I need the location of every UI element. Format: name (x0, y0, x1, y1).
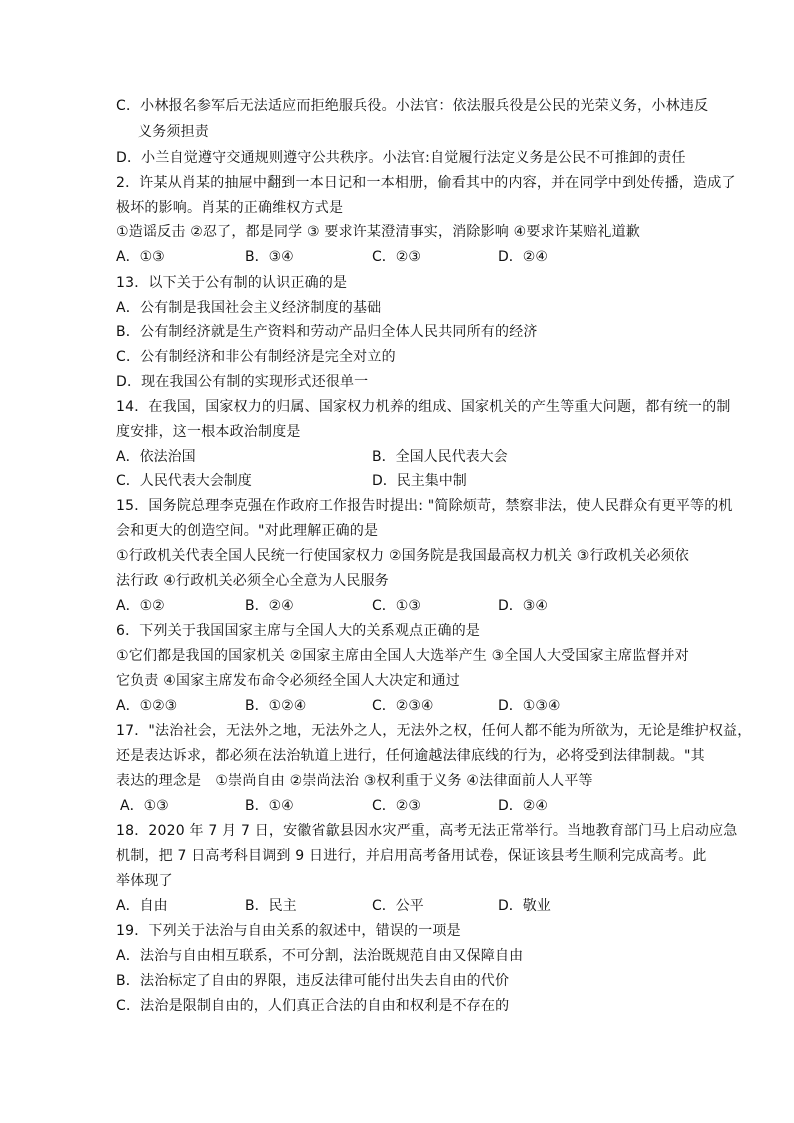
q12-stem-line1: 2．许某从肖某的抽屉中翻到一本日记和一本相册，偷看其中的内容，并在同学中到处传播，造成了 (116, 175, 736, 191)
prev-option-c-line2: 义务须担责 (138, 124, 209, 140)
q17-option-d: D．②④ (498, 798, 548, 814)
q17-option-b: B．①④ (245, 798, 294, 814)
q16-stem: 6．下列关于我国国家主席与全国人大的关系观点正确的是 (116, 623, 481, 639)
q12-option-a: A．①③ (116, 249, 165, 265)
q12-option-d: D．②④ (498, 249, 548, 265)
q16-items-line1: ①它们都是我国的国家机关 ②国家主席由全国人大选举产生 ③全国人大受国家主席监督并对 (116, 648, 689, 664)
q18-stem-line2: 机制，把 7 日高考科目调到 9 日进行，并启用高考备用试卷，保证该县考生顺利完成高考。此 (116, 848, 707, 864)
q13-option-d: D．现在我国公有制的实现形式还很单一 (116, 374, 369, 390)
q14-stem-line1: 14．在我国，国家权力的归属、国家权力机养的组成、国家机关的产生等重大问题，都有统一的制 (116, 399, 731, 415)
q14-option-b: B．全国人民代表大会 (372, 449, 508, 465)
q13-option-a: A．公有制是我国社会主义经济制度的基础 (116, 300, 382, 316)
q19-option-c: C．法治是限制自由的，人们真正合法的自由和权利是不存在的 (116, 998, 510, 1014)
q15-option-c: C．①③ (372, 598, 421, 614)
q13-option-c: C．公有制经济和非公有制经济是完全对立的 (116, 349, 396, 365)
q15-option-b: B．②④ (245, 598, 294, 614)
q12-stem-line2: 极坏的影响。肖某的正确维权方式是 (116, 200, 344, 216)
q18-stem-line3: 举体现了 (116, 873, 173, 889)
q17-stem-line1: 17．"法治社会，无法外之地，无法外之人，无法外之权，任何人都不能为所欲为，无论是维护权益， (116, 723, 752, 739)
q17-option-a: A．①③ (120, 798, 169, 814)
prev-option-c-line1: C．小林报名参军后无法适应而拒绝服兵役。小法官：依法服兵役是公民的光荣义务，小林违反 (116, 98, 709, 114)
q14-option-a: A．依法治国 (116, 449, 196, 465)
q17-option-c: C．②③ (372, 798, 421, 814)
q18-option-b: B．民主 (245, 898, 297, 914)
q19-option-b: B．法治标定了自由的界限，违反法律可能付出失去自由的代价 (116, 973, 510, 989)
q16-option-a: A．①②③ (116, 698, 178, 714)
q13-stem: 13．以下关于公有制的认识正确的是 (116, 275, 348, 291)
q18-option-c: C．公平 (372, 898, 424, 914)
q14-option-d: D．民主集中制 (372, 473, 467, 489)
q15-stem-line1: 15．国务院总理李克强在作政府工作报告时提出: "简除烦苛，禁察非法，使人民群众有更平等的机 (116, 498, 733, 514)
q14-stem-line2: 度安排，这一根本政治制度是 (116, 424, 301, 440)
q15-option-a: A．①② (116, 598, 165, 614)
q18-stem-line1: 18．2020 年 7 月 7 日，安徽省歙县因水灾严重，高考无法正常举行。当地教育部门马上启动应急 (116, 823, 738, 839)
q19-option-a: A．法治与自由相互联系，不可分割，法治既规范自由又保障自由 (116, 948, 524, 964)
prev-option-d: D．小兰自觉遵守交通规则遵守公共秩序。小法官:自觉履行法定义务是公民不可推卸的责任 (116, 150, 686, 166)
q17-stem-line3: 表达的理念是 ①崇尚自由 ②崇尚法治 ③权利重于义务 ④法律面前人人平等 (116, 773, 593, 789)
q16-option-b: B．①②④ (245, 698, 307, 714)
q16-option-d: D．①③④ (498, 698, 561, 714)
q17-stem-line2: 还是表达诉求，都必须在法治轨道上进行，任何逾越法律底线的行为，必将受到法律制裁。"其 (116, 748, 705, 764)
q13-option-b: B．公有制经济就是生产资料和劳动产品归全体人民共同所有的经济 (116, 324, 538, 340)
q12-option-b: B．③④ (245, 249, 294, 265)
q15-option-d: D．③④ (498, 598, 548, 614)
q16-items-line2: 它负责 ④国家主席发布命令必须经全国人大决定和通过 (116, 673, 460, 689)
q18-option-d: D．敬业 (498, 898, 551, 914)
q14-option-c: C．人民代表大会制度 (116, 473, 252, 489)
q12-items: ①造谣反击 ②忍了，都是同学 ③ 要求许某澄清事实，消除影响 ④要求许某赔礼道歉 (116, 224, 641, 240)
q12-option-c: C．②③ (372, 249, 421, 265)
q16-option-c: C．②③④ (372, 698, 434, 714)
q15-items-line2: 法行政 ④行政机关必须全心全意为人民服务 (116, 573, 389, 589)
q15-items-line1: ①行政机关代表全国人民统一行使国家权力 ②国务院是我国最高权力机关 ③行政机关必须依 (116, 548, 689, 564)
q18-option-a: A．自由 (116, 898, 168, 914)
q19-stem: 19．下列关于法治与自由关系的叙述中，错误的一项是 (116, 923, 461, 939)
q15-stem-line2: 会和更大的创造空间。"对此理解正确的是 (116, 523, 379, 539)
